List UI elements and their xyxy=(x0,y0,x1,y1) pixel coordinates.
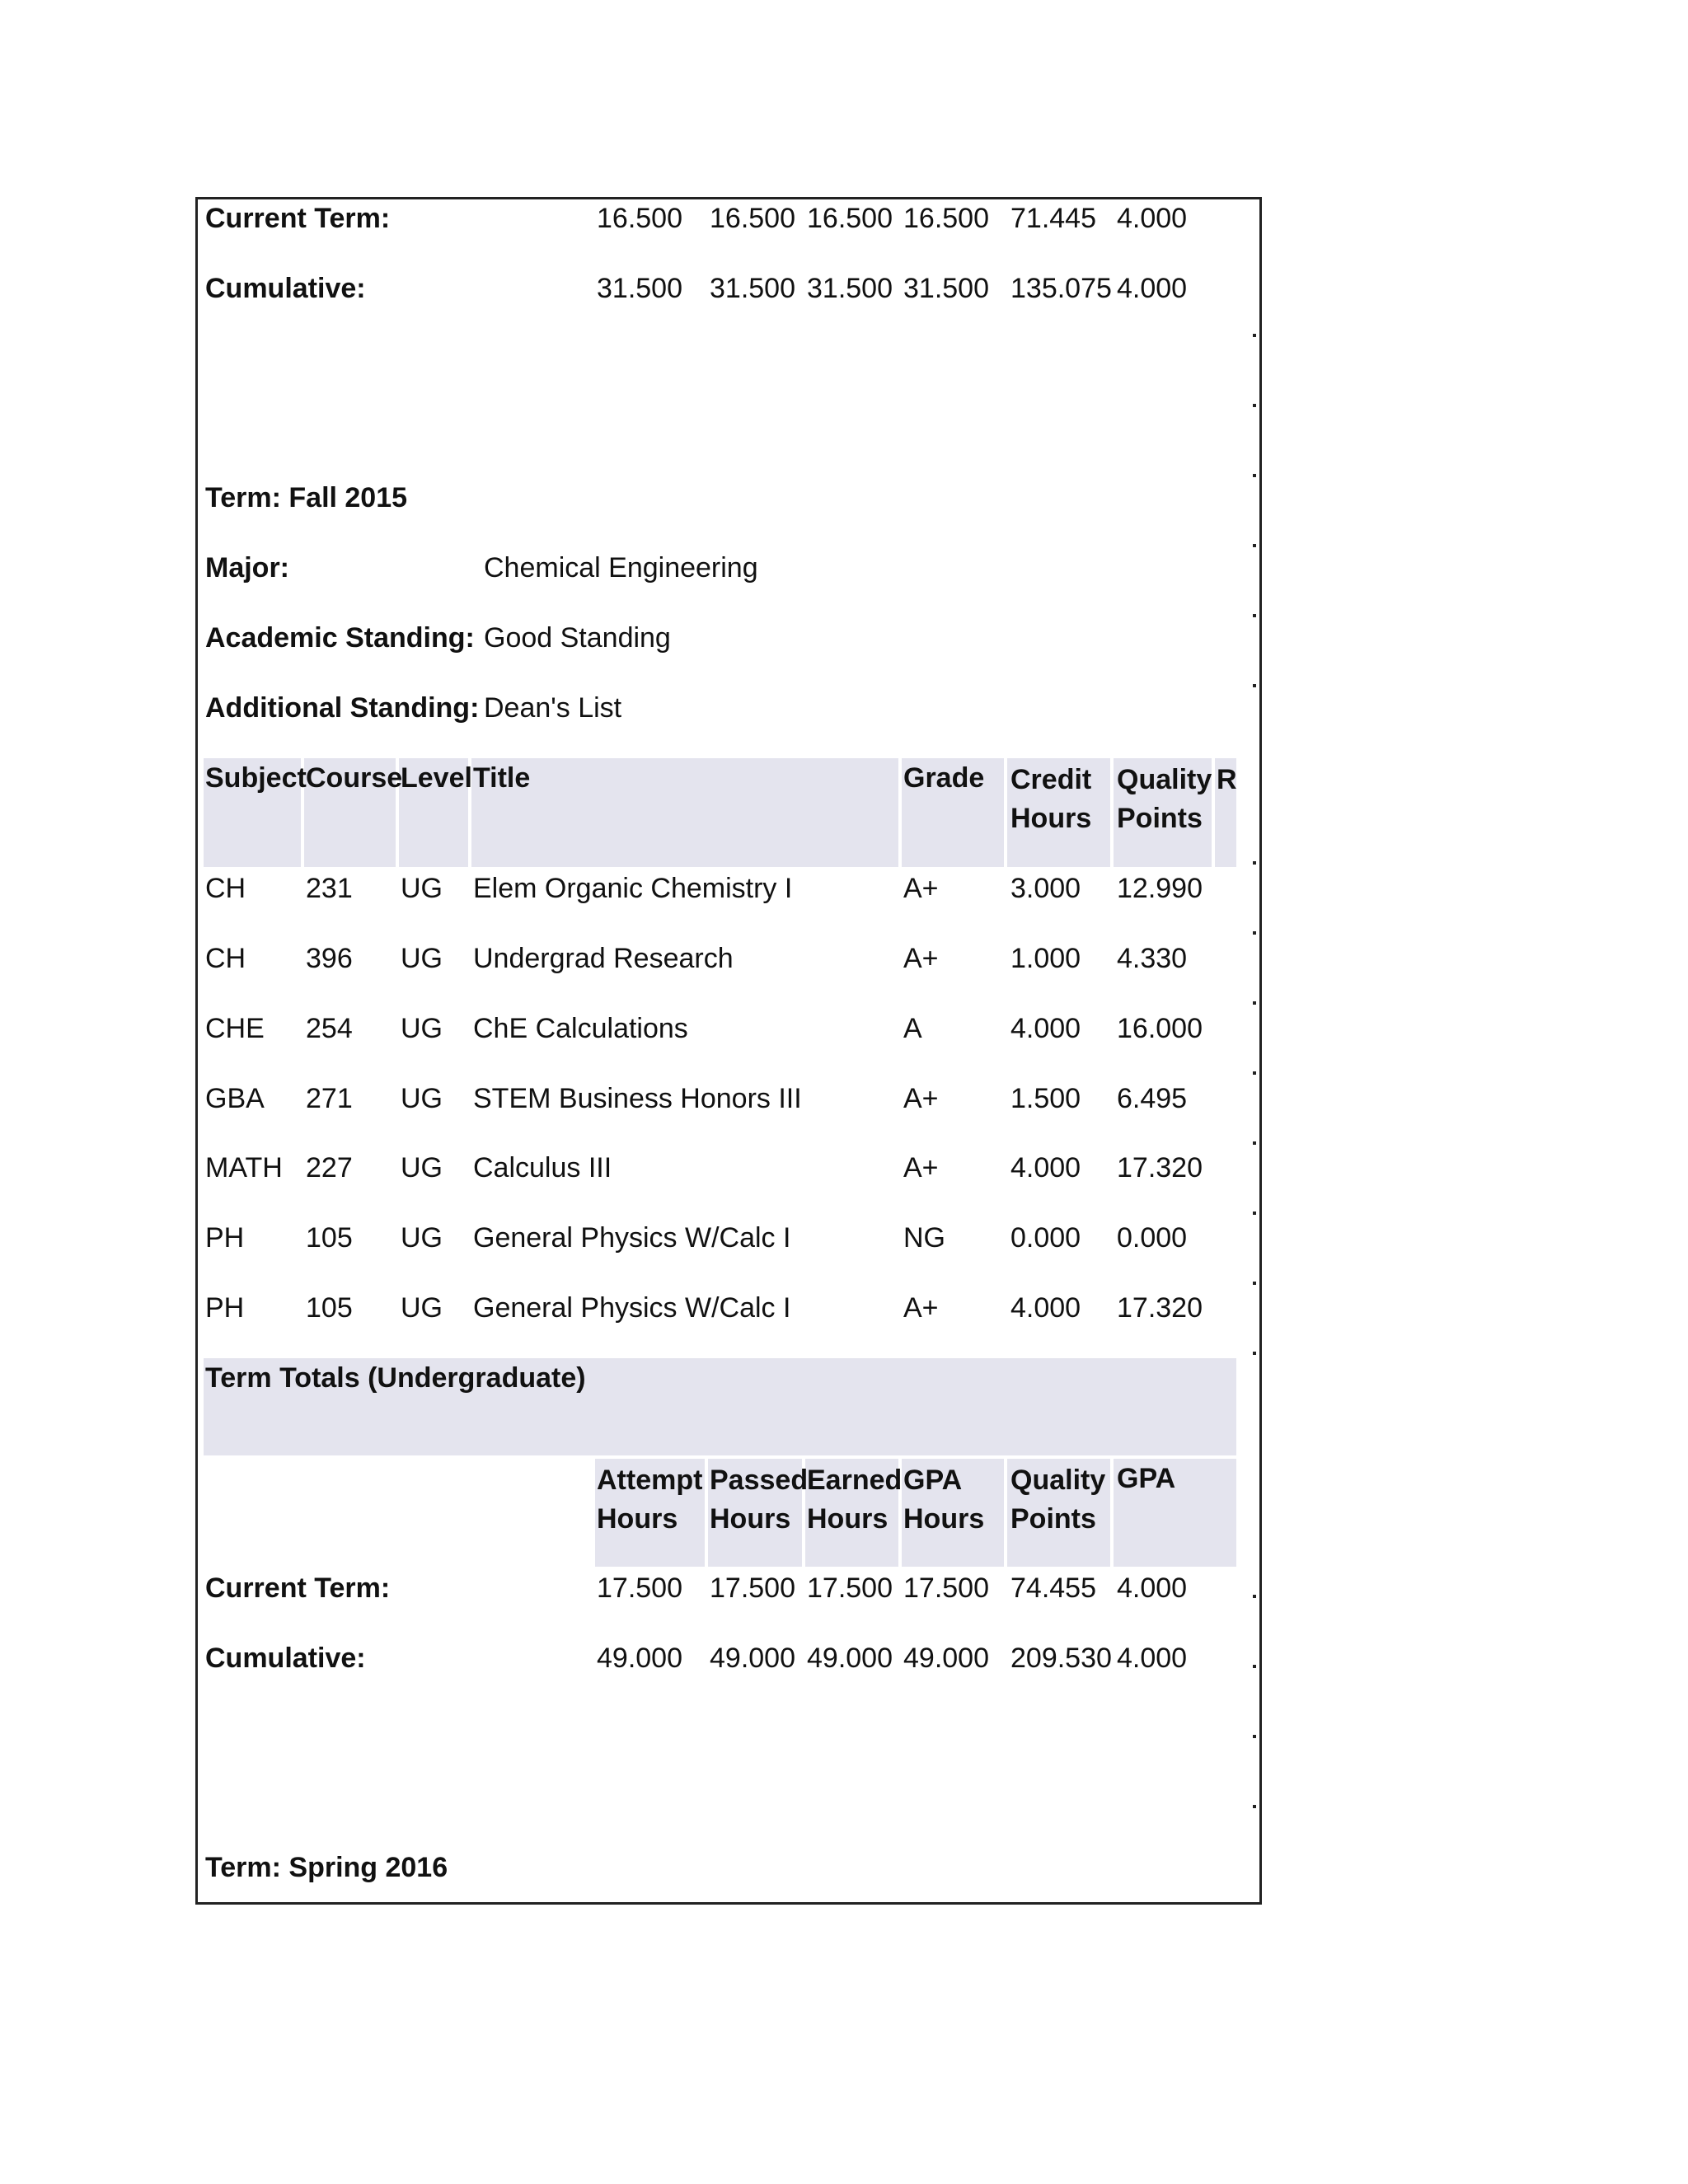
totals-col-gpa: GPA xyxy=(1117,1463,1176,1494)
current-passed: 17.500 xyxy=(710,1572,795,1604)
academic-standing-label: Academic Standing: xyxy=(205,622,475,654)
totals-col-passed-l1: Passed xyxy=(710,1465,809,1496)
course-number: 231 xyxy=(306,873,353,904)
prev-current-gpa-hours: 16.500 xyxy=(903,203,989,234)
totals-col-earned-l2: Hours xyxy=(807,1503,889,1535)
current-quality: 74.455 xyxy=(1010,1572,1096,1604)
major-label: Major: xyxy=(205,552,289,583)
row-divider xyxy=(1253,1001,1256,1005)
course-credit: 1.500 xyxy=(1010,1083,1081,1114)
row-divider xyxy=(1253,614,1256,617)
row-divider xyxy=(1253,684,1256,687)
prev-cum-passed: 31.500 xyxy=(710,273,795,304)
course-level: UG xyxy=(401,943,443,974)
course-quality: 0.000 xyxy=(1117,1222,1188,1254)
cum-earned: 49.000 xyxy=(807,1643,893,1674)
course-quality: 17.320 xyxy=(1117,1152,1203,1183)
course-title: Undergrad Research xyxy=(473,943,734,974)
additional-standing-label: Additional Standing: xyxy=(205,692,480,724)
prev-cum-quality: 135.075 xyxy=(1010,273,1112,304)
course-grade: A xyxy=(903,1013,922,1044)
row-divider xyxy=(1253,1665,1256,1668)
course-subject: CHE xyxy=(205,1013,265,1044)
col-r: R xyxy=(1217,764,1237,795)
header-cell-title xyxy=(471,758,898,867)
additional-standing-value: Dean's List xyxy=(484,692,622,724)
cum-passed: 49.000 xyxy=(710,1643,795,1674)
cum-attempt: 49.000 xyxy=(597,1643,682,1674)
row-divider xyxy=(1253,334,1256,337)
course-grade: A+ xyxy=(903,1083,939,1114)
course-level: UG xyxy=(401,1083,443,1114)
course-level: UG xyxy=(401,1152,443,1183)
col-grade: Grade xyxy=(903,762,985,794)
col-level: Level xyxy=(401,762,472,794)
course-number: 396 xyxy=(306,943,353,974)
course-grade: A+ xyxy=(903,1152,939,1183)
totals-col-quality-l2: Points xyxy=(1010,1503,1096,1535)
prev-current-passed: 16.500 xyxy=(710,203,795,234)
current-earned: 17.500 xyxy=(807,1572,893,1604)
course-credit: 1.000 xyxy=(1010,943,1081,974)
totals-col-passed-l2: Hours xyxy=(710,1503,791,1535)
course-credit: 4.000 xyxy=(1010,1292,1081,1324)
prev-current-gpa: 4.000 xyxy=(1117,203,1188,234)
col-subject: Subject xyxy=(205,762,307,794)
course-quality: 16.000 xyxy=(1117,1013,1203,1044)
course-grade: A+ xyxy=(903,1292,939,1324)
prev-cum-gpa-hours: 31.500 xyxy=(903,273,989,304)
col-title: Title xyxy=(473,762,531,794)
row-divider xyxy=(1253,1595,1256,1598)
totals-col-attempt-l1: Attempt xyxy=(597,1465,703,1496)
course-quality: 4.330 xyxy=(1117,943,1188,974)
course-number: 227 xyxy=(306,1152,353,1183)
course-quality: 12.990 xyxy=(1117,873,1203,904)
row-divider xyxy=(1253,861,1256,865)
prev-cum-attempt: 31.500 xyxy=(597,273,682,304)
course-number: 254 xyxy=(306,1013,353,1044)
course-subject: PH xyxy=(205,1292,245,1324)
col-quality-line1: Quality xyxy=(1117,764,1212,795)
current-gpa: 4.000 xyxy=(1117,1572,1188,1604)
course-title: STEM Business Honors III xyxy=(473,1083,802,1114)
term-heading: Term: Fall 2015 xyxy=(205,482,408,513)
course-quality: 6.495 xyxy=(1117,1083,1188,1114)
major-value: Chemical Engineering xyxy=(484,552,758,583)
prev-cum-earned: 31.500 xyxy=(807,273,893,304)
course-title: Elem Organic Chemistry I xyxy=(473,873,793,904)
totals-col-quality-l1: Quality xyxy=(1010,1465,1106,1496)
row-divider xyxy=(1253,474,1256,477)
prev-current-term-label: Current Term: xyxy=(205,203,391,234)
course-title: Calculus III xyxy=(473,1152,612,1183)
course-credit: 4.000 xyxy=(1010,1013,1081,1044)
prev-current-earned: 16.500 xyxy=(807,203,893,234)
row-divider xyxy=(1253,1805,1256,1808)
course-level: UG xyxy=(401,1222,443,1254)
row-divider xyxy=(1253,1071,1256,1075)
next-term-heading: Term: Spring 2016 xyxy=(205,1852,448,1883)
prev-cum-gpa: 4.000 xyxy=(1117,273,1188,304)
course-level: UG xyxy=(401,873,443,904)
row-divider xyxy=(1253,931,1256,935)
cum-quality: 209.530 xyxy=(1010,1643,1112,1674)
course-number: 271 xyxy=(306,1083,353,1114)
course-title: ChE Calculations xyxy=(473,1013,688,1044)
row-divider xyxy=(1253,404,1256,407)
course-credit: 0.000 xyxy=(1010,1222,1081,1254)
totals-col-gpa-hours-l1: GPA xyxy=(903,1465,963,1496)
prev-current-quality: 71.445 xyxy=(1010,203,1096,234)
course-grade: A+ xyxy=(903,873,939,904)
course-subject: CH xyxy=(205,873,246,904)
prev-cumulative-label: Cumulative: xyxy=(205,273,366,304)
course-title: General Physics W/Calc I xyxy=(473,1292,791,1324)
col-credit-line1: Credit xyxy=(1010,764,1092,795)
course-number: 105 xyxy=(306,1292,353,1324)
cum-gpa: 4.000 xyxy=(1117,1643,1188,1674)
row-divider xyxy=(1253,1352,1256,1355)
row-divider xyxy=(1253,544,1256,547)
row-divider xyxy=(1253,1282,1256,1285)
col-quality-line2: Points xyxy=(1117,803,1203,834)
course-subject: MATH xyxy=(205,1152,283,1183)
row-divider xyxy=(1253,1141,1256,1145)
totals-col-attempt-l2: Hours xyxy=(597,1503,678,1535)
course-subject: GBA xyxy=(205,1083,265,1114)
col-course: Course xyxy=(306,762,403,794)
row-divider xyxy=(1253,1735,1256,1738)
course-level: UG xyxy=(401,1292,443,1324)
course-quality: 17.320 xyxy=(1117,1292,1203,1324)
course-subject: CH xyxy=(205,943,246,974)
col-credit-line2: Hours xyxy=(1010,803,1092,834)
totals-col-gpa-hours-l2: Hours xyxy=(903,1503,985,1535)
totals-col-earned-l1: Earned xyxy=(807,1465,903,1496)
course-level: UG xyxy=(401,1013,443,1044)
course-credit: 3.000 xyxy=(1010,873,1081,904)
current-attempt: 17.500 xyxy=(597,1572,682,1604)
prev-current-attempt: 16.500 xyxy=(597,203,682,234)
academic-standing-value: Good Standing xyxy=(484,622,671,654)
cum-gpa-hours: 49.000 xyxy=(903,1643,989,1674)
course-grade: NG xyxy=(903,1222,945,1254)
course-grade: A+ xyxy=(903,943,939,974)
term-totals-heading: Term Totals (Undergraduate) xyxy=(205,1362,586,1394)
row-divider xyxy=(1253,1212,1256,1215)
course-credit: 4.000 xyxy=(1010,1152,1081,1183)
course-subject: PH xyxy=(205,1222,245,1254)
current-gpa-hours: 17.500 xyxy=(903,1572,989,1604)
course-number: 105 xyxy=(306,1222,353,1254)
cumulative-label: Cumulative: xyxy=(205,1643,366,1674)
course-title: General Physics W/Calc I xyxy=(473,1222,791,1254)
current-term-label: Current Term: xyxy=(205,1572,391,1604)
